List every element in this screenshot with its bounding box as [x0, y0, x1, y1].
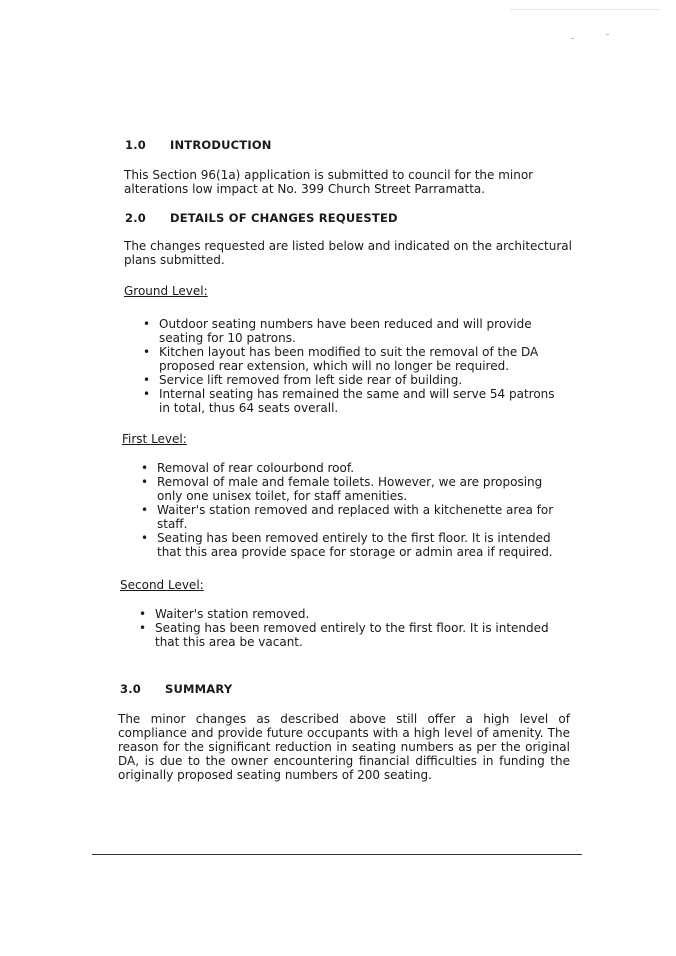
list-item: • Seating has been removed entirely to the first floor. It is intended that this area provide space for storage or admin area if required. — [141, 531, 561, 559]
section-number: 3.0 — [120, 682, 141, 696]
list-item: • Seating has been removed entirely to the first floor. It is intended that this area be vacant. — [139, 621, 559, 649]
section-title: DETAILS OF CHANGES REQUESTED — [170, 211, 398, 225]
list-item: • Waiter's station removed and replaced with a kitchenette area for staff. — [141, 503, 561, 531]
first-level-list — [141, 461, 561, 559]
ground-level-heading: Ground Level: — [124, 284, 208, 298]
section-title: INTRODUCTION — [170, 138, 272, 152]
list-item: • Removal of rear colourbond roof. — [141, 461, 561, 475]
introduction-paragraph: This Section 96(1a) application is submitted to council for the minor alterations low impact at No. 399 Church Street Parramatta. — [124, 168, 534, 196]
second-level-heading: Second Level: — [120, 578, 204, 592]
summary-paragraph: The minor changes as described above still offer a high level of compliance and provide future occupants with a high level of amenity. The reason for the significant reduction in seating numbers as per the original DA, is due to the owner encountering financial difficulties in funding the originally proposed seating numbers of 200 seating. — [118, 712, 570, 782]
ground-level-list — [143, 317, 563, 415]
scan-speck — [606, 34, 609, 35]
list-item: • Removal of male and female toilets. However, we are proposing only one unisex toilet, for staff amenities. — [141, 475, 561, 503]
first-level-heading: First Level: — [122, 432, 187, 446]
section-number: 2.0 — [125, 211, 146, 225]
section-title: SUMMARY — [165, 682, 233, 696]
list-item: • Internal seating has remained the same and will serve 54 patrons in total, thus 64 seats overall. — [143, 387, 563, 415]
section-number: 1.0 — [125, 138, 146, 152]
section-heading-summary — [120, 682, 232, 696]
list-item: • Waiter's station removed. — [139, 607, 559, 621]
list-item: • Service lift removed from left side rear of building. — [143, 373, 563, 387]
section-heading-details — [125, 211, 398, 225]
second-level-list — [139, 607, 559, 649]
scan-artifact-line — [510, 9, 660, 10]
list-item: • Outdoor seating numbers have been reduced and will provide seating for 10 patrons. — [143, 317, 563, 345]
list-item: • Kitchen layout has been modified to suit the removal of the DA proposed rear extension, which will no longer be required. — [143, 345, 563, 373]
details-paragraph: The changes requested are listed below and indicated on the architectural plans submitted. — [124, 239, 572, 267]
section-heading-introduction — [125, 138, 272, 152]
footer-divider — [92, 854, 582, 855]
scan-speck — [571, 38, 574, 39]
